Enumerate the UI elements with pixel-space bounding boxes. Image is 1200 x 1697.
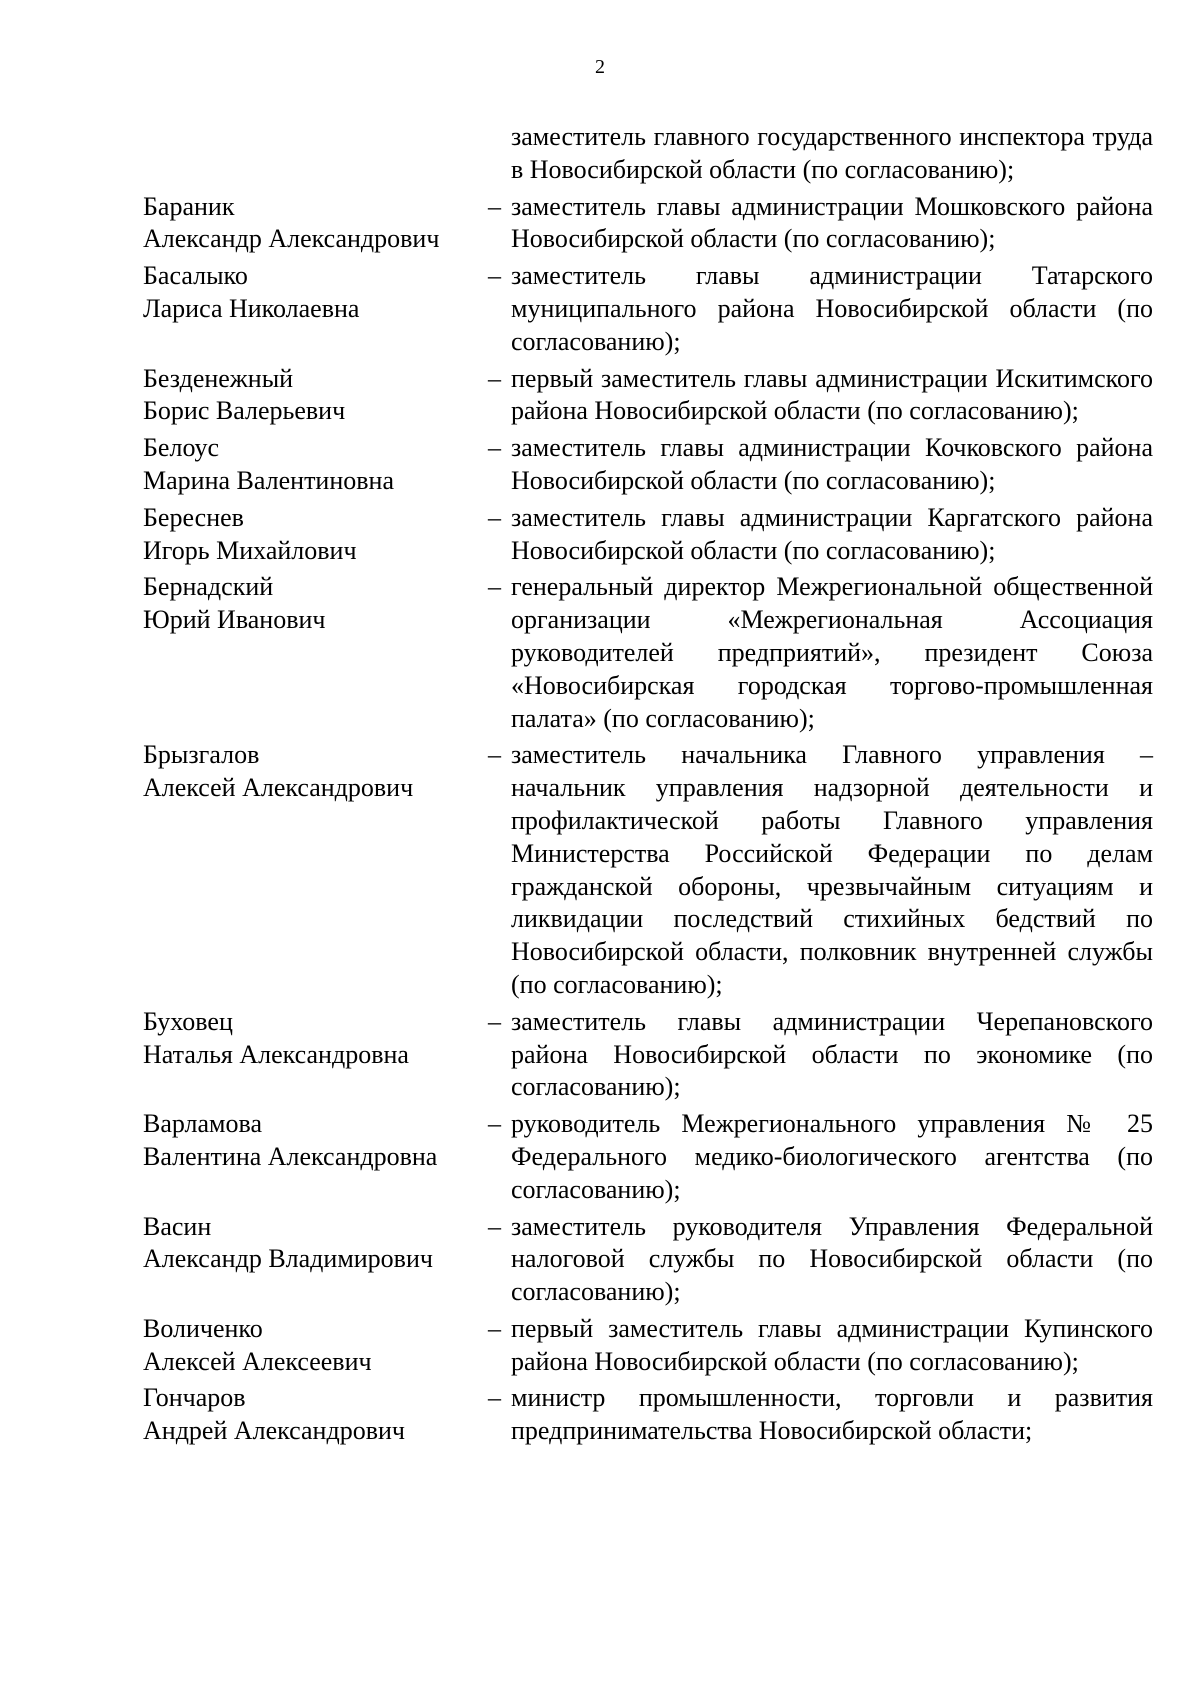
member-role: заместитель главы администрации Каргатского района Новосибирской области (по согласованию); (511, 502, 1153, 565)
member-given-names: Валентина Александровна (143, 1141, 438, 1171)
member-role: заместитель главы администрации Черепановского района Новосибирской области по экономике (по согласованию); (511, 1006, 1153, 1102)
separator-dash: – (488, 1313, 501, 1343)
member-name (143, 432, 483, 498)
member-role: министр промышленности, торговли и развития предпринимательства Новосибирской области; (511, 1383, 1153, 1446)
member-surname: Бараник (143, 191, 235, 221)
separator-dash: – (488, 1109, 501, 1139)
separator-dash: – (488, 363, 501, 393)
member-entry (143, 432, 1153, 498)
member-entry (143, 1006, 1153, 1104)
member-name (143, 1006, 483, 1104)
member-given-names: Марина Валентиновна (143, 465, 394, 495)
member-surname: Береснев (143, 502, 244, 532)
member-role: генеральный директор Межрегиональной общественной организации «Межрегиональная Ассоциация руководителей предприятий», президент Союза «Новосибирская городская торгово-промышленная палата» (по согласованию); (511, 572, 1153, 733)
member-surname: Брызгалов (143, 740, 260, 770)
member-name (143, 1108, 483, 1206)
continuation-entry (143, 121, 1153, 187)
member-role: заместитель главного государственного инспектора труда в Новосибирской области (по согласованию); (511, 122, 1153, 184)
member-name (143, 1211, 483, 1309)
member-name (143, 260, 483, 358)
member-surname: Варламова (143, 1109, 262, 1139)
member-name (143, 363, 483, 429)
page-number: 2 (595, 56, 605, 78)
member-role: заместитель начальника Главного управления – начальник управления надзорной деятельности и профилактической работы Главного управления Министерства Российской Федерации по делам гражданской обороны, чрезвычайным ситуациям и ликвидации последствий стихийных бедствий по Новосибирской области, полковник внутренней службы (по согласованию); (511, 740, 1153, 999)
member-given-names: Лариса Николаевна (143, 293, 360, 323)
member-entry (143, 502, 1153, 568)
member-surname: Гончаров (143, 1383, 246, 1413)
member-name (143, 502, 483, 568)
member-given-names: Игорь Михайлович (143, 535, 357, 565)
separator-dash: – (488, 261, 501, 291)
separator-dash: – (488, 740, 501, 770)
member-name (143, 1382, 483, 1448)
separator-dash: – (488, 1211, 501, 1241)
separator-dash: – (488, 502, 501, 532)
member-entry (143, 739, 1153, 1001)
member-role: заместитель главы администрации Татарского муниципального района Новосибирской области (по согласованию); (511, 261, 1153, 356)
member-given-names: Юрий Иванович (143, 605, 326, 635)
member-entry (143, 191, 1153, 257)
member-surname: Басалыко (143, 261, 248, 291)
member-given-names: Александр Владимирович (143, 1244, 433, 1274)
member-role: заместитель руководителя Управления Федеральной налоговой службы по Новосибирской области (по согласованию); (511, 1211, 1153, 1307)
separator-dash: – (488, 572, 501, 602)
member-name (143, 571, 483, 735)
member-entry (143, 571, 1153, 735)
member-entry (143, 363, 1153, 429)
member-name (143, 739, 483, 1001)
member-entry (143, 1382, 1153, 1448)
member-name (143, 191, 483, 257)
member-role: руководитель Межрегионального управления № 25 Федерального медико-биологического агентства (по согласованию); (511, 1109, 1153, 1204)
member-name (143, 1313, 483, 1379)
member-given-names: Андрей Александрович (143, 1416, 405, 1446)
member-role: первый заместитель главы администрации Купинского района Новосибирской области (по согласованию); (511, 1313, 1153, 1376)
member-given-names: Александр Александрович (143, 224, 440, 254)
separator-dash: – (488, 1383, 501, 1413)
member-surname: Безденежный (143, 363, 294, 393)
member-list (143, 121, 1153, 1452)
member-surname: Бернадский (143, 572, 274, 602)
member-role: заместитель главы администрации Мошковского района Новосибирской области (по согласованию); (511, 191, 1153, 254)
separator-dash: – (488, 1006, 501, 1036)
separator-dash: – (488, 433, 501, 463)
member-surname: Воличенко (143, 1313, 263, 1343)
member-entry (143, 1108, 1153, 1206)
member-surname: Белоус (143, 433, 219, 463)
member-entry (143, 260, 1153, 358)
member-role: первый заместитель главы администрации Искитимского района Новосибирской области (по согласованию); (511, 363, 1153, 426)
member-entry (143, 1211, 1153, 1309)
member-surname: Васин (143, 1211, 212, 1241)
member-given-names: Борис Валерьевич (143, 396, 346, 426)
member-given-names: Алексей Александрович (143, 773, 414, 803)
member-surname: Буховец (143, 1006, 233, 1036)
separator-dash: – (488, 191, 501, 221)
member-given-names: Наталья Александровна (143, 1039, 409, 1069)
member-entry (143, 1313, 1153, 1379)
member-role: заместитель главы администрации Кочковского района Новосибирской области (по согласованию); (511, 433, 1153, 495)
member-given-names: Алексей Алексеевич (143, 1346, 372, 1376)
